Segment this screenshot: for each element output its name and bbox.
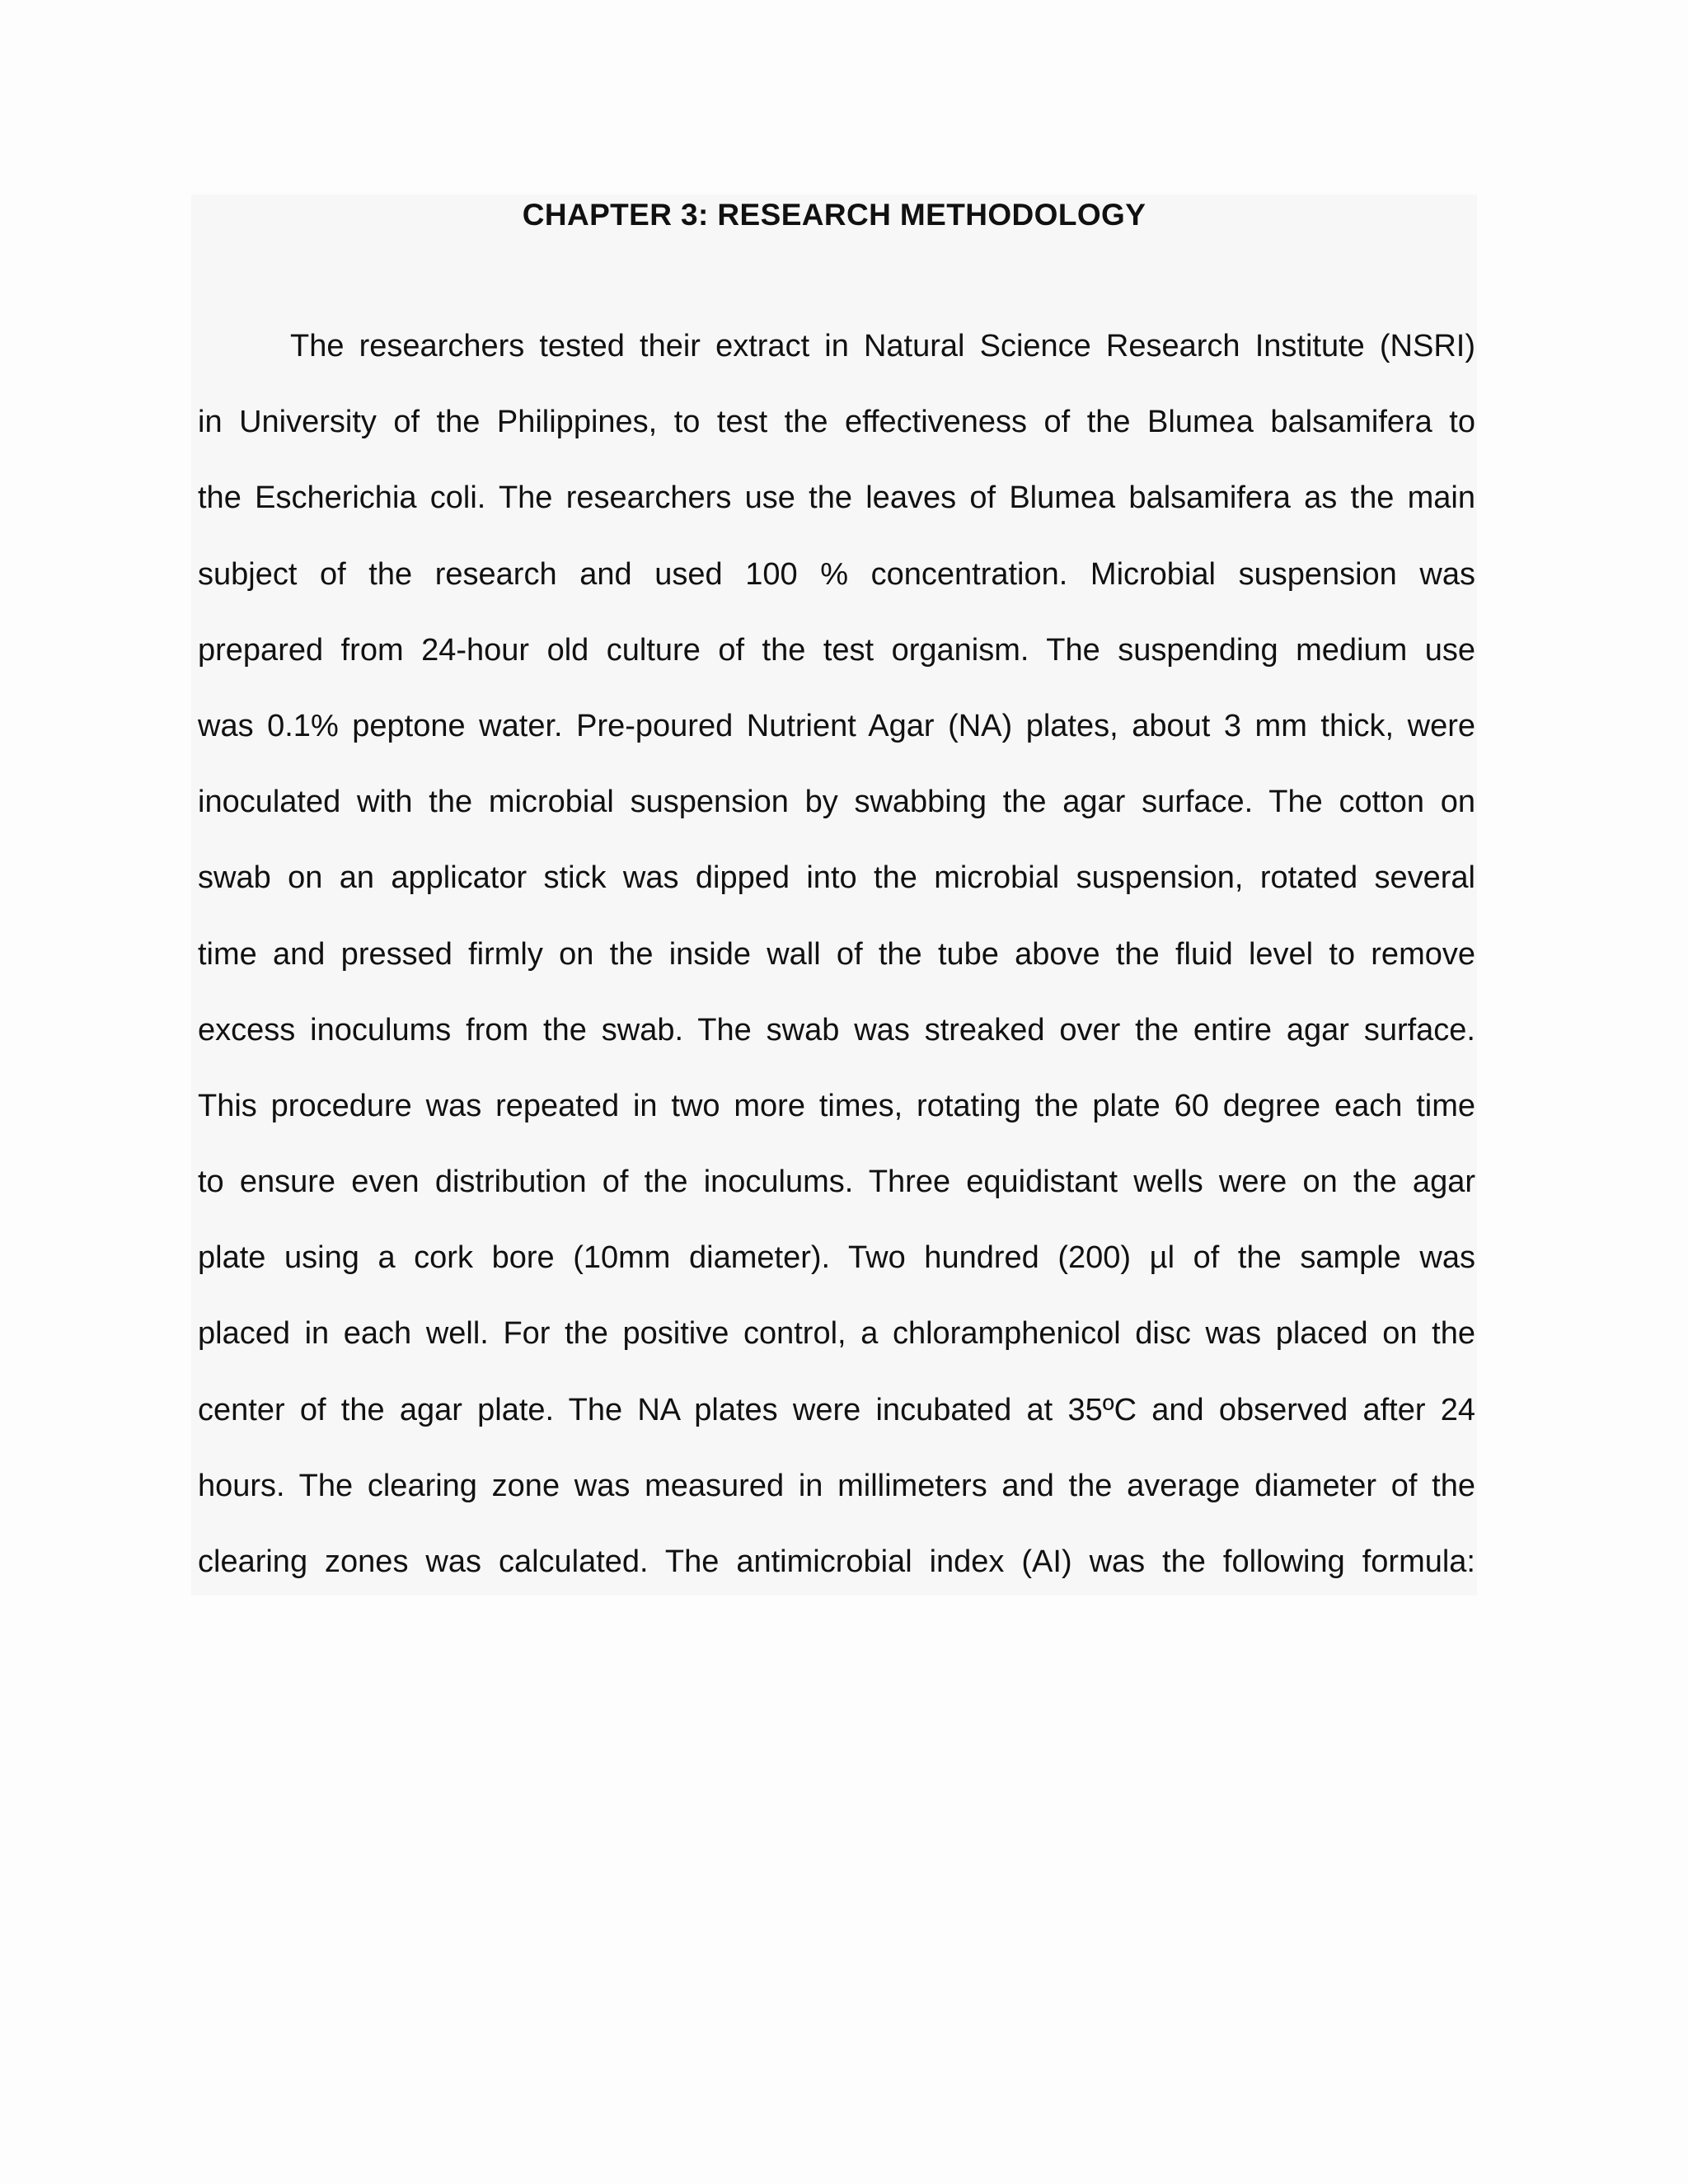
paragraph-line: excess inoculums from the swab. The swab was streaked over the entire agar surface. — [198, 1012, 1475, 1047]
paragraph-line: The researchers tested their extract in Natural Science Research Institute (NSRI) — [290, 329, 1475, 363]
paragraph-line: to ensure even distribution of the inoculums. Three equidistant wells were on the agar — [198, 1165, 1475, 1200]
paragraph-line: was 0.1% peptone water. Pre-poured Nutrient Agar (NA) plates, about 3 mm thick, were — [198, 708, 1475, 743]
paragraph-line: clearing zones was calculated. The antimicrobial index (AI) was the following formula: — [198, 1544, 1475, 1579]
paragraph-line: swab on an applicator stick was dipped into the microbial suspension, rotated several — [198, 860, 1475, 896]
paragraph-line: subject of the research and used 100 % concentration. Microbial suspension was — [198, 556, 1475, 592]
paragraph-line: prepared from 24-hour old culture of the test organism. The suspending medium use — [198, 632, 1475, 668]
paragraph-line: time and pressed firmly on the inside wall of the tube above the fluid level to remove — [198, 936, 1475, 972]
paragraph-line: hours. The clearing zone was measured in millimeters and the average diameter of the — [198, 1468, 1475, 1503]
chapter-title: CHAPTER 3: RESEARCH METHODOLOGY — [522, 198, 1146, 232]
paragraph-line: the Escherichia coli. The researchers use the leaves of Blumea balsamifera as the main — [198, 480, 1475, 516]
paragraph-line: placed in each well. For the positive control, a chloramphenicol disc was placed on the — [198, 1316, 1475, 1352]
paragraph-line: center of the agar plate. The NA plates were incubated at 35ºC and observed after 24 — [198, 1392, 1475, 1427]
methodology-paragraph — [198, 308, 1475, 1600]
paragraph-line: in University of the Philippines, to test the effectiveness of the Blumea balsamifera to — [198, 405, 1475, 440]
paragraph-line: inoculated with the microbial suspension by swabbing the agar surface. The cotton on — [198, 785, 1475, 820]
paragraph-line: plate using a cork bore (10mm diameter). Two hundred (200) µl of the sample was — [198, 1240, 1475, 1276]
text-block — [191, 194, 1477, 1596]
paragraph-line: This procedure was repeated in two more times, rotating the plate 60 degree each time — [198, 1088, 1475, 1123]
